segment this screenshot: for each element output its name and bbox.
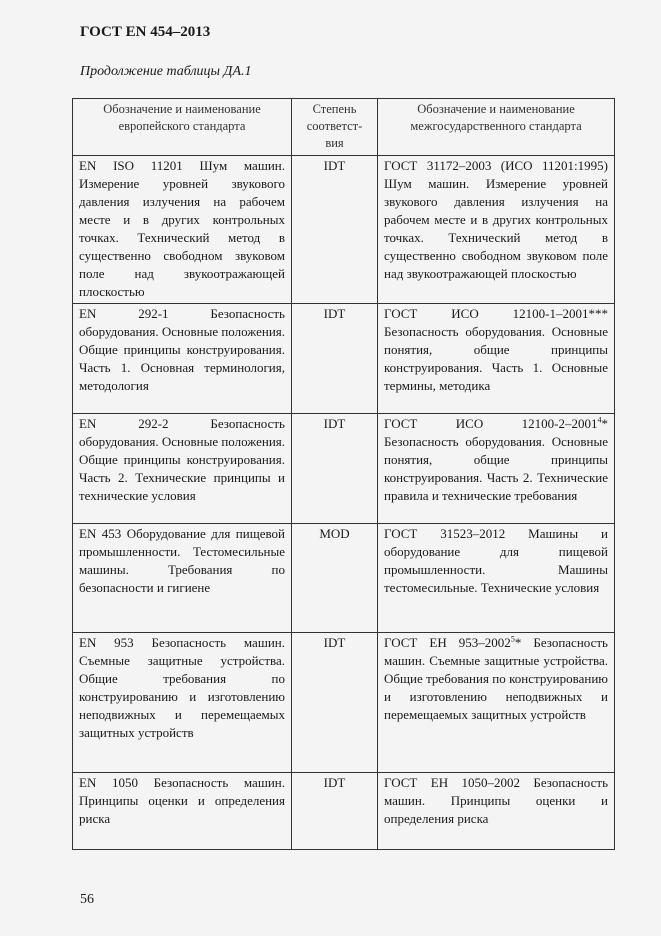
european-standard-cell: EN 292-2 Безопасность оборудования. Основные положения. Общие принципы конструирования. Часть 2. Технические принципы и технические условия (73, 414, 292, 524)
interstate-standard-cell (378, 524, 615, 633)
degree-cell: MOD (292, 524, 378, 633)
document-header: ГОСТ EN 454–2013 (80, 24, 211, 40)
table-row (73, 633, 615, 773)
interstate-text-rest: Безопасность оборудования. Основные понятия, общие принципы конструирования. Часть 1. Основные термины, методика (384, 324, 608, 393)
table-header-row (73, 99, 615, 156)
table-row (73, 156, 615, 304)
degree-cell: IDT (292, 414, 378, 524)
footnote-mark: 4 (597, 415, 602, 425)
european-standard-cell: EN 953 Безопасность машин. Съемные защитные устройства. Общие требования по конструированию и изготовлению неподвижных и перемещаемых защитных устройств (73, 633, 292, 773)
european-standard-cell: EN 453 Оборудование для пищевой промышленности. Тестомесильные машины. Требования по безопасности и гигиене (73, 524, 292, 633)
interstate-text-rest: * Безопасность оборудования. Основные понятия, общие принципы конструирования. Часть 2. Технические правила и технические требования (384, 416, 608, 503)
interstate-text: ГОСТ ЕН 1050–2002 Безопасность машин. Принципы оценки и определения риска (384, 775, 608, 826)
degree-cell: IDT (292, 773, 378, 850)
interstate-text-rest: * Безопасность машин. Съемные защитные устройства. Общие требования по конструированию и изготовлению неподвижных и перемещаемых защитных устройств (384, 635, 608, 722)
interstate-standard-cell (378, 773, 615, 850)
interstate-text: ГОСТ ИСО 12100-2–2001 (384, 416, 598, 431)
european-standard-cell: EN ISO 11201 Шум машин. Измерение уровней звукового давления излучения на рабочем месте и в других контрольных точках. Технический метод в существенно свободном звуковом поле над звукоотражающей плоскостью (73, 156, 292, 304)
european-standard-cell: EN 292-1 Безопасность оборудования. Основные положения. Общие принципы конструирования. Часть 1. Основная терминология, методология (73, 304, 292, 414)
footnote-mark: *** (588, 306, 608, 321)
interstate-text: ГОСТ 31172–2003 (ИСО 11201:1995) Шум машин. Измерение уровней звукового давления излучения на рабочем месте и в других контрольных точках. Технический метод в существенно свободном звуковом поле над звукоотражающей плоскостью (384, 158, 608, 281)
interstate-text: ГОСТ 31523–2012 Машины и оборудование для пищевой промышленности. Машины тестомесильные. Технические условия (384, 526, 608, 595)
footnote-mark: 5 (510, 634, 515, 644)
table-row (73, 773, 615, 850)
header-interstate-standard: Обозначение и наименование межгосударственного стандарта (378, 99, 615, 156)
table-row (73, 304, 615, 414)
degree-cell: IDT (292, 304, 378, 414)
interstate-standard-cell (378, 304, 615, 414)
european-standard-cell: EN 1050 Безопасность машин. Принципы оценки и определения риска (73, 773, 292, 850)
header-degree-of-conformity: Степень соответст-вия (292, 99, 378, 156)
interstate-standard-cell (378, 156, 615, 304)
degree-cell: IDT (292, 633, 378, 773)
interstate-standard-cell (378, 414, 615, 524)
degree-cell: IDT (292, 156, 378, 304)
interstate-text: ГОСТ ЕН 953–2002 (384, 635, 511, 650)
table-row (73, 524, 615, 633)
interstate-text: ГОСТ ИСО 12100-1–2001 (384, 306, 589, 321)
table-row (73, 414, 615, 524)
table-caption: Продолжение таблицы ДА.1 (80, 64, 252, 79)
header-european-standard: Обозначение и наименование европейского стандарта (73, 99, 292, 156)
page-number: 56 (80, 892, 94, 907)
interstate-standard-cell (378, 633, 615, 773)
standards-table (72, 98, 615, 850)
